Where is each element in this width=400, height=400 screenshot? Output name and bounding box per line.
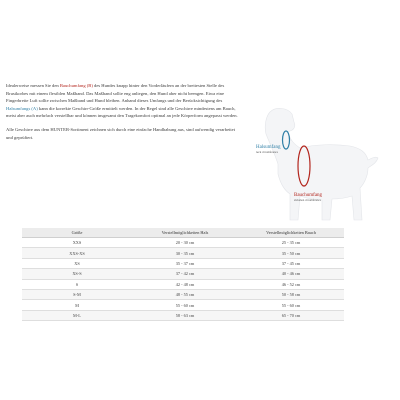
table-row: [22, 300, 344, 310]
intro-text: [6, 82, 238, 147]
size-table: [22, 228, 344, 321]
dog-measurement-diagram: [236, 104, 382, 224]
belly-term: Bauchumfang (B): [59, 83, 93, 88]
table-row: [22, 258, 344, 268]
intro-paragraph-2: Alle Geschirre aus dem HUNTER-Sortiment zeichnen sich durch eine einfache Handhabung aus, sind aufwendig verarbeitet und geprüftert.: [6, 126, 235, 140]
belly-cell: 55 - 60 cm: [238, 300, 344, 310]
header-belly: Verstellmöglichkeiten Bauch: [238, 228, 344, 238]
size-cell: M-L: [22, 310, 132, 320]
size-cell: XXS: [22, 238, 132, 248]
neck-cell: 37 - 42 cm: [132, 269, 238, 279]
belly-cell: 40 - 46 cm: [238, 269, 344, 279]
size-cell: XS-S: [22, 269, 132, 279]
belly-cell: 50 - 58 cm: [238, 289, 344, 299]
belly-cell: 37 - 45 cm: [238, 258, 344, 268]
neck-cell: 20 - 30 cm: [132, 238, 238, 248]
neck-cell: 42 - 48 cm: [132, 279, 238, 289]
belly-sublabel: abdomen circumference: [294, 199, 321, 202]
neck-cell: 30 - 35 cm: [132, 248, 238, 258]
neck-cell: 55 - 60 cm: [132, 300, 238, 310]
neck-cell: 58 - 63 cm: [132, 310, 238, 320]
size-cell: XXS-XS: [22, 248, 132, 258]
table-row: [22, 238, 344, 248]
neck-label: Halsumfang: [256, 145, 281, 150]
belly-cell: 65 - 70 cm: [238, 310, 344, 320]
neck-term: Halsumfangs (A): [6, 105, 38, 111]
table-row: [22, 279, 344, 289]
table-row: [22, 310, 344, 320]
belly-cell: 35 - 50 cm: [238, 248, 344, 258]
dog-silhouette: [265, 108, 378, 220]
belly-cell: 25 - 35 cm: [238, 238, 344, 248]
belly-label: Bauchumfang: [294, 193, 323, 198]
size-cell: S: [22, 279, 132, 289]
size-cell: S-M: [22, 289, 132, 299]
table-row: [22, 269, 344, 279]
table-row: [22, 289, 344, 299]
size-cell: XS: [22, 258, 132, 268]
neck-cell: 35 - 37 cm: [132, 258, 238, 268]
header-size: Größe: [22, 228, 132, 238]
neck-sublabel: neck circumference: [256, 151, 278, 154]
intro-paragraph-1: Idealerweise messen Sie den Bauchumfang (B) des Hundes knapp hinter den Vorderläufern an der breitesten Stelle des Brustkorbes mit einem flexiblen Maßband. Das Maßband sollte eng anliegen, den Hund aber nicht beengen. Etwa eine Fingerbreite Luft sollte zwischen Maßband und Hund bleiben. Anhand dieses Umfangs und der Berücksichtigung des Halsumfangs (A) kann die korrekte Geschirr-Größe ermittelt werden. In der Regel sind alle Geschirre mindestens am Bauch, meist aber auch mehrfach verstellbar und können insgesamt den Tragekomfort optimal an jede Körperform angepasst werden.: [6, 83, 238, 119]
table-header-row: [22, 228, 344, 238]
neck-cell: 48 - 55 cm: [132, 289, 238, 299]
table-row: [22, 248, 344, 258]
belly-cell: 46 - 52 cm: [238, 279, 344, 289]
size-cell: M: [22, 300, 132, 310]
header-neck: Verstellmöglichkeiten Hals: [132, 228, 238, 238]
